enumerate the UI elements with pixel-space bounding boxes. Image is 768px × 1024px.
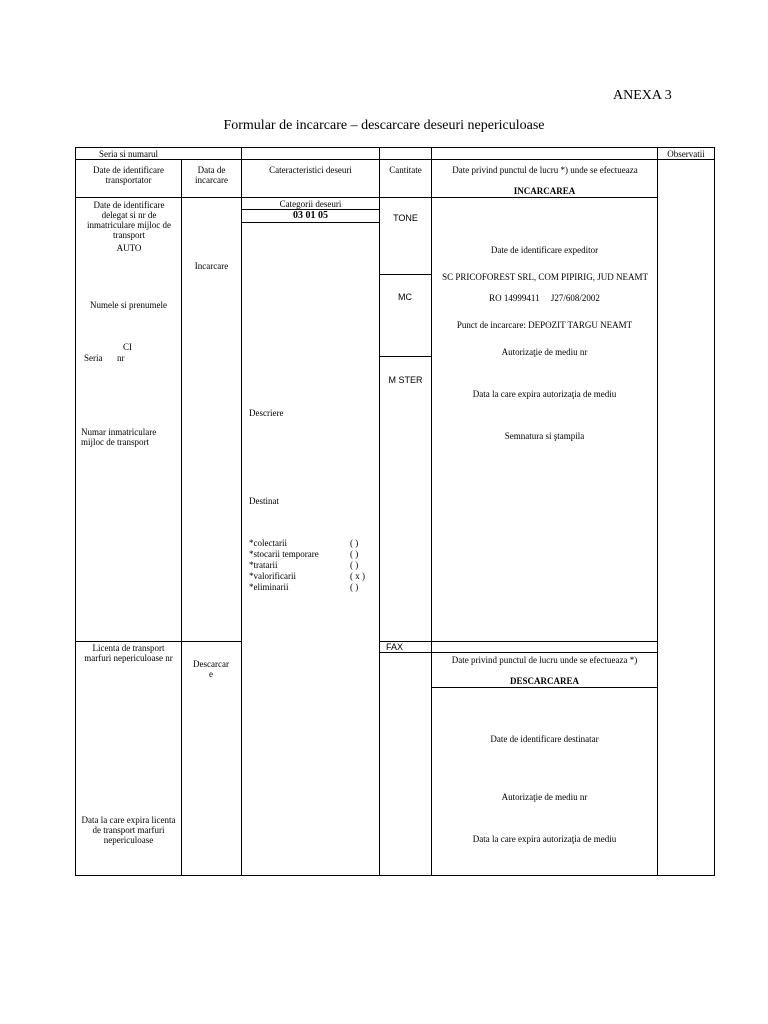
form-title: Formular de incarcare – descarcare deseuri nepericuloase <box>223 118 545 133</box>
col-seria-header: Seria si numarul <box>99 149 158 159</box>
destinatar-data-expira-label: Data la care expira autorizaţia de mediu <box>472 834 617 844</box>
col-caracteristici-header: Cateracteristici deseuri <box>269 165 352 175</box>
ci-seria-label: Seria <box>84 353 103 363</box>
grid-h-cod <box>241 222 380 223</box>
table-border-left <box>75 147 76 876</box>
numar-inmatriculare-label: Numar inmatriculare mijloc de transport <box>81 427 157 447</box>
destinat-label: Destinat <box>249 496 279 506</box>
descarcarea-label: DESCARCAREA <box>509 676 579 686</box>
licenta-label: Licenta de transport marfuri nepericuloase nr <box>84 643 173 663</box>
table-border-bottom <box>75 875 715 876</box>
col-observatii-header: Observatii <box>667 149 705 159</box>
incarcarea-label: INCARCAREA <box>513 186 576 196</box>
expeditor-data-expira-label: Data la care expira autorizaţia de mediu <box>472 389 617 399</box>
grid-v4 <box>431 147 432 876</box>
col-cantitate-header: Cantitate <box>389 165 422 175</box>
grid-v3 <box>379 147 380 876</box>
grid-h-descarcarea <box>431 687 658 688</box>
expeditor-cod-value: RO 14999411 J27/608/2002 <box>489 293 600 303</box>
option-stocarii-label: *stocarii temporare <box>249 549 319 559</box>
grid-v2 <box>241 147 242 876</box>
table-border-top <box>75 147 715 148</box>
col-punct-lucru-header: Date privind punctul de lucru *) unde se efectueaza <box>452 165 638 175</box>
ci-nr-label: nr <box>117 353 125 363</box>
grid-h-header <box>75 159 715 160</box>
fax-label: FAX <box>386 642 404 652</box>
expeditor-firma-value: SC PRICOFOREST SRL, COM PIPIRIG, JUD NEAMT <box>442 272 648 282</box>
destinatar-identificare-label: Date de identificare destinatar <box>490 734 599 744</box>
col-data-incarcare-header: Data de incarcare <box>195 165 228 185</box>
grid-h-row2 <box>75 197 658 198</box>
grid-h-fax-top <box>379 641 658 642</box>
nume-prenume-label: Numele si prenumele <box>90 300 167 310</box>
incarcare-label: Incarcare <box>194 261 229 271</box>
ci-label: CI <box>123 342 132 352</box>
option-eliminarii-label: *eliminarii <box>249 582 289 592</box>
grid-v5 <box>657 147 658 876</box>
data-expira-licenta-label: Data la care expira licenta de transport marfuri nepericuloase <box>81 815 176 845</box>
grid-h-licenta <box>75 641 242 642</box>
grid-h-tone <box>379 274 432 275</box>
option-stocarii-mark[interactable]: ( ) <box>350 549 359 559</box>
grid-v1 <box>181 159 182 876</box>
destinatar-autorizatie-label: Autorizaţie de mediu nr <box>501 792 588 802</box>
option-tratarii-mark[interactable]: ( ) <box>350 560 359 570</box>
categorii-deseuri-label: Categorii deseuri <box>279 199 342 209</box>
option-colectarii-mark[interactable]: ( ) <box>350 538 359 548</box>
mc-label: MC <box>398 292 412 302</box>
table-border-right <box>714 147 715 876</box>
annex-label: ANEXA 3 <box>613 88 672 103</box>
grid-h-fax-bottom <box>379 652 658 653</box>
auto-label: AUTO <box>116 243 142 253</box>
semnatura-stampila-label: Semnatura si ştampila <box>504 431 585 441</box>
option-colectarii-label: *colectarii <box>249 538 287 548</box>
cod-deseu-value: 03 01 05 <box>293 210 328 221</box>
col-transportator-header: Date de identificare transportator <box>93 165 164 185</box>
expeditor-identificare-label: Date de identificare expeditor <box>490 245 599 255</box>
option-tratarii-label: *tratarii <box>249 560 278 570</box>
descarcare-label: Descarcare <box>193 659 229 679</box>
punct-incarcare-value: Punct de incarcare: DEPOZIT TARGU NEAMT <box>456 320 633 330</box>
destinatar-punct-lucru-label: Date privind punctul de lucru unde se efectueaza *) <box>451 655 638 665</box>
expeditor-autorizatie-label: Autorizaţie de mediu nr <box>501 347 588 357</box>
grid-h-mc <box>379 356 432 357</box>
delegat-label: Date de identificare delegat si nr de inmatriculare mijloc de transport <box>87 200 171 240</box>
option-valorificarii-label: *valorificarii <box>249 571 296 581</box>
mster-label: M STER <box>388 375 423 385</box>
descriere-label: Descriere <box>249 408 284 418</box>
tone-label: TONE <box>393 213 418 223</box>
option-eliminarii-mark[interactable]: ( ) <box>350 582 359 592</box>
option-valorificarii-mark[interactable]: ( x ) <box>350 571 365 581</box>
